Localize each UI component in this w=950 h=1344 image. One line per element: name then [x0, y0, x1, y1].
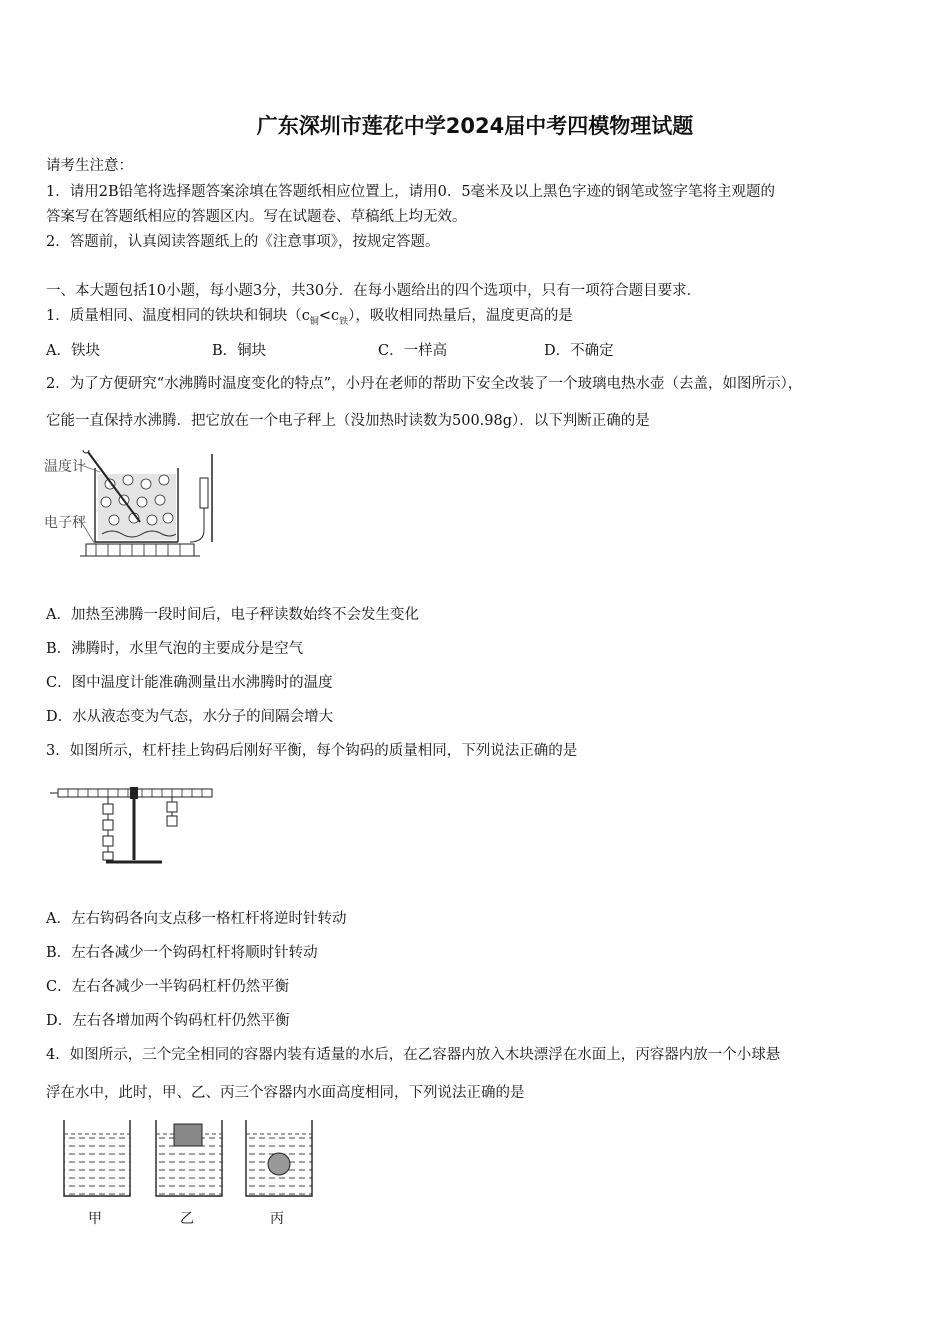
notice-heading: 请考生注意：	[46, 158, 133, 174]
lever-diagram	[48, 778, 220, 870]
q3-stem: 3．如图所示，杠杆挂上钩码后刚好平衡，每个钩码的质量相同，下列说法正确的是	[46, 743, 578, 759]
container-label-bing: 丙	[270, 1211, 284, 1227]
section-heading: 一、本大题包括10小题，每小题3分，共30分．在每小题给出的四个选项中，只有一项符合题目要求．	[46, 283, 702, 299]
containers-figure	[58, 1118, 318, 1228]
container-label-jia: 甲	[88, 1211, 102, 1227]
q1-sub-copper: 铜	[309, 316, 319, 327]
q1-lt: <c	[318, 308, 340, 324]
q2-stem-b: 它能一直保持水沸腾．把它放在一个电子秤上（没加热时读数为500.98g）．以下判断正确的是	[46, 413, 650, 429]
q3-option-c: C．左右各减少一半钩码杠杆仍然平衡	[46, 979, 290, 995]
q2-option-c: C．图中温度计能准确测量出水沸腾时的温度	[46, 675, 333, 691]
q3-option-d: D．左右各增加两个钩码杠杆仍然平衡	[46, 1013, 290, 1029]
q1-option-d: D．不确定	[544, 343, 614, 359]
thermometer-label: 温度计	[44, 459, 86, 475]
q1-option-b: B．铜块	[212, 343, 267, 359]
q2-option-d: D．水从液态变为气态，水分子的间隔会增大	[46, 709, 334, 725]
q1-stem	[46, 304, 573, 327]
q2-stem-a: 2．为了方便研究“水沸腾时温度变化的特点”，小丹在老师的帮助下安全改装了一个玻璃电热水壶（去盖，如图所示），	[46, 376, 803, 392]
kettle-figure	[40, 450, 230, 565]
container-label-yi: 乙	[180, 1211, 194, 1227]
notice-item-1b: 答案写在答题纸相应的答题区内。写在试题卷、草稿纸上均无效。	[46, 209, 467, 225]
notice-item-2: 2．答题前，认真阅读答题纸上的《注意事项》，按规定答题。	[46, 234, 440, 250]
notice-item-1a: 1．请用2B铅笔将选择题答案涂填在答题纸相应位置上，请用0．5毫米及以上黑色字迹的钢笔或签字笔将主观题的	[46, 184, 776, 200]
scale-label: 电子秤	[44, 515, 86, 531]
q1-stem-a: 1．质量相同、温度相同的铁块和铜块（c	[46, 308, 310, 324]
q2-option-b: B．沸腾时，水里气泡的主要成分是空气	[46, 641, 304, 657]
q1-option-c: C．一样高	[378, 343, 448, 359]
page-title: 广东深圳市莲花中学2024届中考四模物理试题	[256, 114, 694, 138]
q4-stem-b: 浮在水中，此时，甲、乙、丙三个容器内水面高度相同，下列说法正确的是	[46, 1085, 525, 1101]
q3-option-b: B．左右各减少一个钩码杠杆将顺时针转动	[46, 945, 318, 961]
q4-stem-a: 4．如图所示，三个完全相同的容器内装有适量的水后，在乙容器内放入木块漂浮在水面上，丙容器内放一个小球悬	[46, 1047, 781, 1063]
q1-option-a: A．铁块	[46, 343, 100, 359]
lever-figure	[48, 778, 220, 870]
q1-sub-iron: 铁	[339, 316, 349, 327]
q1-stem-b: ），吸收相同热量后，温度更高的是	[348, 308, 573, 324]
q2-option-a: A．加热至沸腾一段时间后，电子秤读数始终不会发生变化	[46, 607, 419, 623]
q3-option-a: A．左右钩码各向支点移一格杠杆将逆时针转动	[46, 911, 347, 927]
containers-diagram	[58, 1118, 318, 1198]
